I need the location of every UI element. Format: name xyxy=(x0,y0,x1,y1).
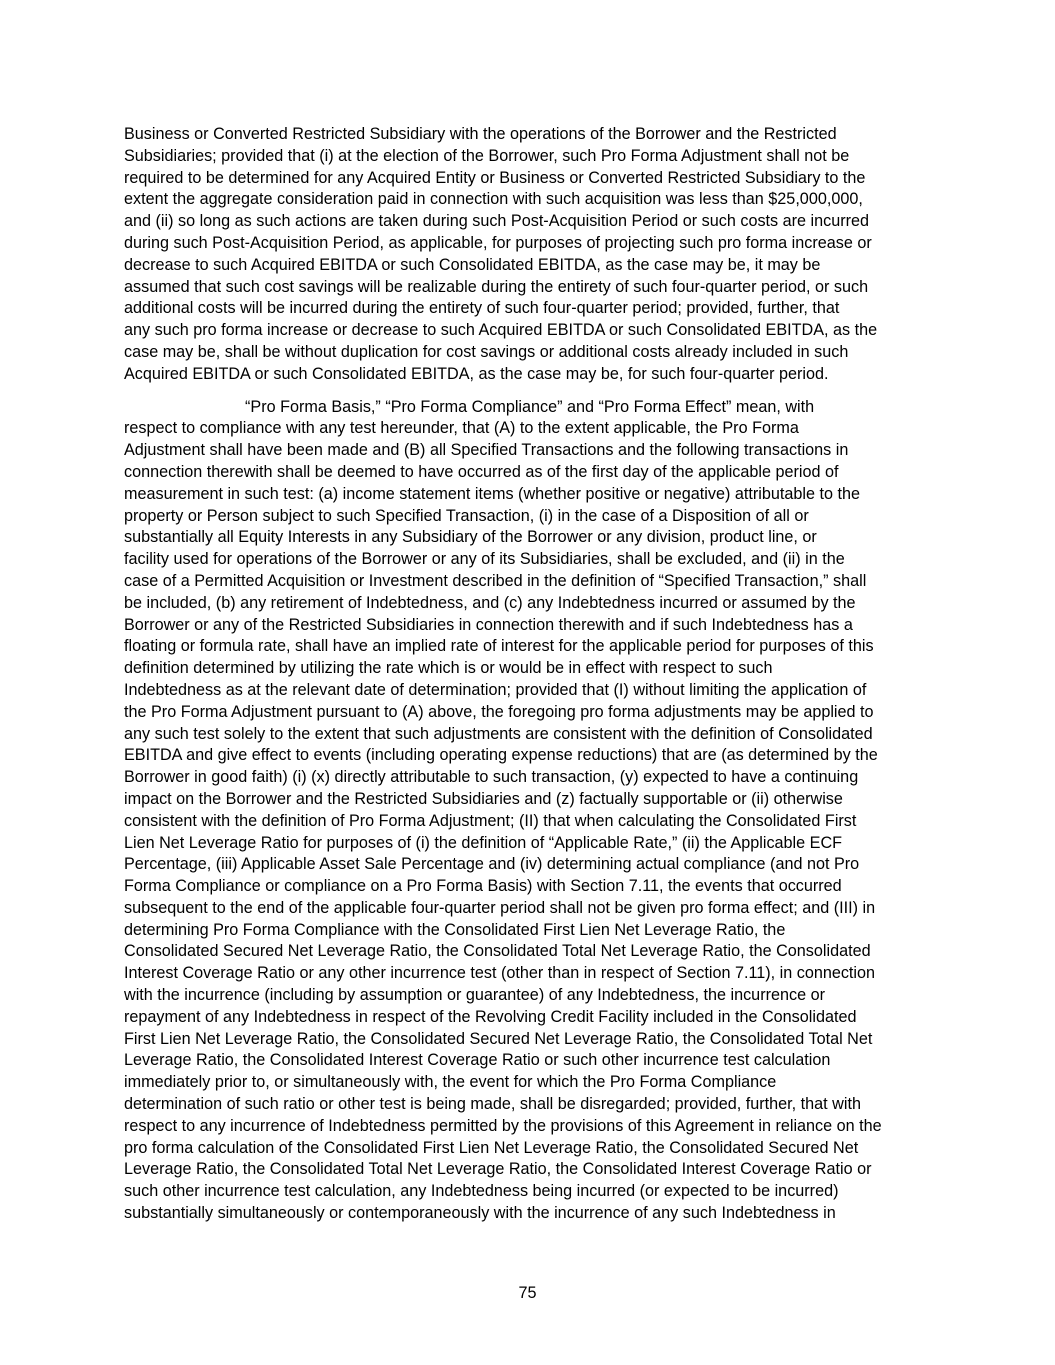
text-line: Leverage Ratio, the Consolidated Interest Coverage Ratio or such other incurrence test calculation xyxy=(124,1051,831,1070)
text-line: required to be determined for any Acquired Entity or Business or Converted Restricted Subsidiary to the xyxy=(124,168,866,187)
text-line: be included, (b) any retirement of Indebtedness, and (c) any Indebtedness incurred or assumed by the xyxy=(124,593,856,612)
text-line: Borrower or any of the Restricted Subsidiaries in connection therewith and if such Indebtedness has a xyxy=(124,615,853,634)
text-line: substantially simultaneously or contemporaneously with the incurrence of any such Indebtedness in xyxy=(124,1204,836,1223)
text-line: and (ii) so long as such actions are taken during such Post-Acquisition Period or such costs are incurred xyxy=(124,212,870,231)
text-line: connection therewith shall be deemed to have occurred as of the first day of the applicable period of xyxy=(124,462,839,481)
text-line: First Lien Net Leverage Ratio, the Consolidated Secured Net Leverage Ratio, the Consolidated Total Net xyxy=(124,1029,873,1048)
text-line: such other incurrence test calculation, any Indebtedness being incurred (or expected to be incurred) xyxy=(124,1182,839,1201)
text-line: “Pro Forma Basis,” “Pro Forma Compliance” and “Pro Forma Effect” mean, with xyxy=(245,397,815,416)
text-line: decrease to such Acquired EBITDA or such Consolidated EBITDA, as the case may be, it may be xyxy=(124,255,821,274)
text-line: during such Post-Acquisition Period, as applicable, for purposes of projecting such pro forma increase or xyxy=(124,233,872,252)
text-line: the Pro Forma Adjustment pursuant to (A) above, the foregoing pro forma adjustments may be applied to xyxy=(124,702,874,721)
text-line: case of a Permitted Acquisition or Investment described in the definition of “Specified Transaction,” shall xyxy=(124,571,867,590)
text-line: Lien Net Leverage Ratio for purposes of (i) the definition of “Applicable Rate,” (ii) the Applicable ECF xyxy=(124,833,843,852)
text-line: Interest Coverage Ratio or any other incurrence test (other than in respect of Section 7.11), in connection xyxy=(124,964,876,983)
text-line: substantially all Equity Interests in any Subsidiary of the Borrower or any division, product line, or xyxy=(124,528,817,547)
paragraph-pro-forma-basis-definition xyxy=(124,397,936,1225)
text-line: respect to any incurrence of Indebtedness permitted by the provisions of this Agreement in reliance on the xyxy=(124,1116,882,1135)
text-line: Indebtedness as at the relevant date of determination; provided that (I) without limiting the application of xyxy=(124,680,867,699)
text-line: case may be, shall be without duplication for cost savings or additional costs already included in such xyxy=(124,342,849,361)
paragraph-post-acquisition-costs xyxy=(124,124,936,386)
text-line: Subsidiaries; provided that (i) at the election of the Borrower, such Pro Forma Adjustment shall not be xyxy=(124,146,850,165)
text-line: any such test solely to the extent that such adjustments are consistent with the definition of Consolidated xyxy=(124,724,873,743)
text-line: Acquired EBITDA or such Consolidated EBITDA, as the case may be, for such four-quarter period. xyxy=(124,364,829,383)
paragraph-spacer xyxy=(124,386,936,397)
text-line: consistent with the definition of Pro Forma Adjustment; (II) that when calculating the Consolidated First xyxy=(124,811,857,830)
text-line: pro forma calculation of the Consolidated First Lien Net Leverage Ratio, the Consolidated Secured Net xyxy=(124,1138,859,1157)
document-body xyxy=(124,124,936,1225)
text-line: EBITDA and give effect to events (including operating expense reductions) that are (as determined by the xyxy=(124,746,878,765)
text-line: subsequent to the end of the applicable four-quarter period shall not be given pro forma effect; and (III) in xyxy=(124,898,876,917)
text-line: Consolidated Secured Net Leverage Ratio, the Consolidated Total Net Leverage Ratio, the Consolidated xyxy=(124,942,871,961)
text-line: additional costs will be incurred during the entirety of such four-quarter period; provided, further, that xyxy=(124,299,840,318)
text-line: property or Person subject to such Specified Transaction, (i) in the case of a Disposition of all or xyxy=(124,506,809,525)
text-line: determining Pro Forma Compliance with the Consolidated First Lien Net Leverage Ratio, the xyxy=(124,920,786,939)
text-line: Percentage, (iii) Applicable Asset Sale Percentage and (iv) determining actual compliance (and not Pro xyxy=(124,855,860,874)
text-line: assumed that such cost savings will be realizable during the entirety of such four-quarter period, or such xyxy=(124,277,869,296)
text-line: extent the aggregate consideration paid in connection with such acquisition was less than $25,000,000, xyxy=(124,190,863,209)
text-line: measurement in such test: (a) income statement items (whether positive or negative) attributable to the xyxy=(124,484,860,503)
text-line: floating or formula rate, shall have an implied rate of interest for the applicable period for purposes of this xyxy=(124,637,874,656)
text-line: determination of such ratio or other test is being made, shall be disregarded; provided, further, that with xyxy=(124,1095,861,1114)
text-line: respect to compliance with any test hereunder, that (A) to the extent applicable, the Pro Forma xyxy=(124,419,799,438)
text-line: Forma Compliance or compliance on a Pro Forma Basis) with Section 7.11, the events that occurred xyxy=(124,877,842,896)
text-line: with the incurrence (including by assumption or guarantee) of any Indebtedness, the incurrence or xyxy=(124,986,825,1005)
page-number: 75 xyxy=(518,1284,537,1302)
text-line: Leverage Ratio, the Consolidated Total Net Leverage Ratio, the Consolidated Interest Coverage Ratio or xyxy=(124,1160,872,1179)
text-line: repayment of any Indebtedness in respect of the Revolving Credit Facility included in the Consolidated xyxy=(124,1007,857,1026)
text-line: Borrower in good faith) (i) (x) directly attributable to such transaction, (y) expected to have a continuing xyxy=(124,768,859,787)
text-line: impact on the Borrower and the Restricted Subsidiaries and (z) factually supportable or (ii) otherwise xyxy=(124,789,843,808)
text-line: immediately prior to, or simultaneously with, the event for which the Pro Forma Compliance xyxy=(124,1073,777,1092)
text-line: facility used for operations of the Borrower or any of its Subsidiaries, shall be excluded, and (ii) in the xyxy=(124,550,845,569)
text-line: any such pro forma increase or decrease to such Acquired EBITDA or such Consolidated EBITDA, as the xyxy=(124,321,878,340)
text-line: definition determined by utilizing the rate which is or would be in effect with respect to such xyxy=(124,659,773,678)
text-line: Business or Converted Restricted Subsidiary with the operations of the Borrower and the Restricted xyxy=(124,125,837,143)
text-line: Adjustment shall have been made and (B) all Specified Transactions and the following transactions in xyxy=(124,441,849,460)
